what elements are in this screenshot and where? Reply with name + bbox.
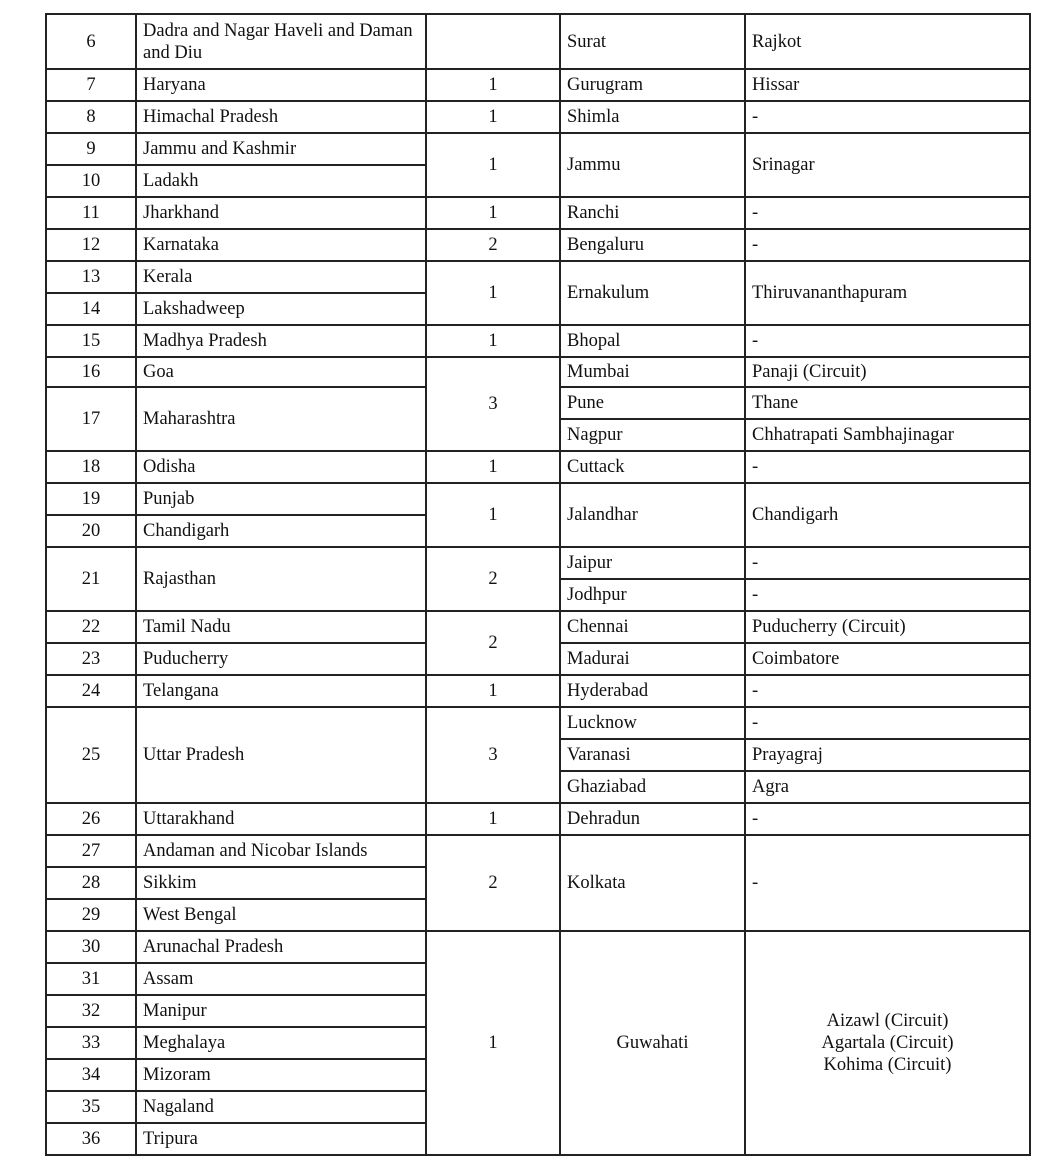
principal-bench-cell: Hyderabad (559, 674, 746, 708)
serial-number-cell: 8 (45, 100, 137, 134)
bench-count-cell: 1 (425, 100, 561, 134)
state-name-cell: Puducherry (135, 642, 427, 676)
additional-bench-cell: - (744, 834, 1031, 932)
additional-bench-cell: Thane (744, 386, 1031, 420)
bench-count-cell: 2 (425, 610, 561, 676)
principal-bench-cell: Guwahati (559, 930, 746, 1156)
bench-count-cell: 1 (425, 324, 561, 358)
serial-number-cell: 35 (45, 1090, 137, 1124)
principal-bench-cell: Shimla (559, 100, 746, 134)
bench-count-cell: 1 (425, 674, 561, 708)
state-name-cell: Haryana (135, 68, 427, 102)
state-name-cell: Ladakh (135, 164, 427, 198)
principal-bench-cell: Cuttack (559, 450, 746, 484)
additional-bench-cell: Agra (744, 770, 1031, 804)
cell-line: Agartala (Circuit) (821, 1033, 954, 1053)
additional-bench-cell: - (744, 324, 1031, 358)
serial-number-cell: 26 (45, 802, 137, 836)
bench-count-cell: 2 (425, 834, 561, 932)
principal-bench-cell: Bhopal (559, 324, 746, 358)
principal-bench-cell: Jodhpur (559, 578, 746, 612)
serial-number-cell: 30 (45, 930, 137, 964)
bench-count-cell: 3 (425, 356, 561, 452)
serial-number-cell: 24 (45, 674, 137, 708)
principal-bench-cell: Ernakulum (559, 260, 746, 326)
state-name-cell: Kerala (135, 260, 427, 294)
principal-bench-cell: Chennai (559, 610, 746, 644)
state-name-cell: Nagaland (135, 1090, 427, 1124)
state-name-cell: Tripura (135, 1122, 427, 1156)
cell-line: Aizawl (Circuit) (826, 1011, 949, 1031)
bench-count-cell: 3 (425, 706, 561, 804)
bench-count-cell: 1 (425, 482, 561, 548)
state-name-cell: Karnataka (135, 228, 427, 262)
bench-count-cell: 1 (425, 930, 561, 1156)
serial-number-cell: 34 (45, 1058, 137, 1092)
serial-number-cell: 11 (45, 196, 137, 230)
principal-bench-cell: Pune (559, 386, 746, 420)
bench-count-cell: 1 (425, 802, 561, 836)
serial-number-cell: 9 (45, 132, 137, 166)
serial-number-cell: 20 (45, 514, 137, 548)
state-name-cell: Manipur (135, 994, 427, 1028)
principal-bench-cell: Lucknow (559, 706, 746, 740)
state-name-cell: Tamil Nadu (135, 610, 427, 644)
bench-count-cell: 1 (425, 196, 561, 230)
serial-number-cell: 12 (45, 228, 137, 262)
serial-number-cell: 31 (45, 962, 137, 996)
additional-bench-cell: Srinagar (744, 132, 1031, 198)
state-name-cell: Uttarakhand (135, 802, 427, 836)
serial-number-cell: 13 (45, 260, 137, 294)
state-name-cell: Madhya Pradesh (135, 324, 427, 358)
additional-bench-cell: Thiruvananthapuram (744, 260, 1031, 326)
additional-bench-cell: - (744, 706, 1031, 740)
additional-bench-cell: - (744, 546, 1031, 580)
state-name-cell: Jharkhand (135, 196, 427, 230)
additional-bench-cell: - (744, 802, 1031, 836)
principal-bench-cell: Surat (559, 13, 746, 70)
additional-bench-cell: Prayagraj (744, 738, 1031, 772)
additional-bench-cell: Chandigarh (744, 482, 1031, 548)
state-name-cell: Arunachal Pradesh (135, 930, 427, 964)
cell-line: Kohima (Circuit) (823, 1055, 952, 1075)
additional-bench-cell: - (744, 228, 1031, 262)
additional-bench-cell: - (744, 674, 1031, 708)
serial-number-cell: 27 (45, 834, 137, 868)
state-name-cell: Sikkim (135, 866, 427, 900)
state-name-cell: Maharashtra (135, 386, 427, 452)
principal-bench-cell: Gurugram (559, 68, 746, 102)
principal-bench-cell: Mumbai (559, 356, 746, 388)
principal-bench-cell: Bengaluru (559, 228, 746, 262)
principal-bench-cell: Dehradun (559, 802, 746, 836)
state-name-cell: Andaman and Nicobar Islands (135, 834, 427, 868)
principal-bench-cell: Kolkata (559, 834, 746, 932)
state-name-cell: Mizoram (135, 1058, 427, 1092)
serial-number-cell: 23 (45, 642, 137, 676)
serial-number-cell: 19 (45, 482, 137, 516)
state-name-cell: Dadra and Nagar Haveli and Daman and Diu (135, 13, 427, 70)
serial-number-cell: 33 (45, 1026, 137, 1060)
serial-number-cell: 22 (45, 610, 137, 644)
bench-count-cell: 1 (425, 450, 561, 484)
bench-count-cell: 1 (425, 132, 561, 198)
principal-bench-cell: Jalandhar (559, 482, 746, 548)
principal-bench-cell: Ghaziabad (559, 770, 746, 804)
principal-bench-cell: Jammu (559, 132, 746, 198)
serial-number-cell: 21 (45, 546, 137, 612)
state-name-cell: Rajasthan (135, 546, 427, 612)
serial-number-cell: 32 (45, 994, 137, 1028)
serial-number-cell: 28 (45, 866, 137, 900)
state-name-cell: Himachal Pradesh (135, 100, 427, 134)
principal-bench-cell: Nagpur (559, 418, 746, 452)
state-name-cell: Lakshadweep (135, 292, 427, 326)
principal-bench-cell: Madurai (559, 642, 746, 676)
additional-bench-cell: Coimbatore (744, 642, 1031, 676)
serial-number-cell: 25 (45, 706, 137, 804)
serial-number-cell: 36 (45, 1122, 137, 1156)
additional-bench-cell: Puducherry (Circuit) (744, 610, 1031, 644)
state-name-cell: Telangana (135, 674, 427, 708)
additional-bench-cell: - (744, 196, 1031, 230)
serial-number-cell: 17 (45, 386, 137, 452)
serial-number-cell: 10 (45, 164, 137, 198)
additional-bench-cell (744, 930, 1031, 1156)
state-name-cell: Assam (135, 962, 427, 996)
serial-number-cell: 15 (45, 324, 137, 358)
additional-bench-cell: Panaji (Circuit) (744, 356, 1031, 388)
principal-bench-cell: Ranchi (559, 196, 746, 230)
state-name-cell: Punjab (135, 482, 427, 516)
serial-number-cell: 14 (45, 292, 137, 326)
serial-number-cell: 29 (45, 898, 137, 932)
principal-bench-cell: Varanasi (559, 738, 746, 772)
bench-count-cell (425, 13, 561, 70)
serial-number-cell: 16 (45, 356, 137, 388)
state-name-cell: Jammu and Kashmir (135, 132, 427, 166)
bench-count-cell: 2 (425, 228, 561, 262)
additional-bench-cell: - (744, 578, 1031, 612)
serial-number-cell: 18 (45, 450, 137, 484)
state-name-cell: Uttar Pradesh (135, 706, 427, 804)
bench-count-cell: 1 (425, 260, 561, 326)
bench-count-cell: 1 (425, 68, 561, 102)
state-name-cell: Goa (135, 356, 427, 388)
additional-bench-cell: Rajkot (744, 13, 1031, 70)
serial-number-cell: 7 (45, 68, 137, 102)
state-name-cell: Chandigarh (135, 514, 427, 548)
additional-bench-cell: - (744, 100, 1031, 134)
state-name-cell: Meghalaya (135, 1026, 427, 1060)
additional-bench-cell: - (744, 450, 1031, 484)
additional-bench-cell: Hissar (744, 68, 1031, 102)
bench-count-cell: 2 (425, 546, 561, 612)
serial-number-cell: 6 (45, 13, 137, 70)
principal-bench-cell: Jaipur (559, 546, 746, 580)
additional-bench-cell: Chhatrapati Sambhajinagar (744, 418, 1031, 452)
state-name-cell: Odisha (135, 450, 427, 484)
state-name-cell: West Bengal (135, 898, 427, 932)
